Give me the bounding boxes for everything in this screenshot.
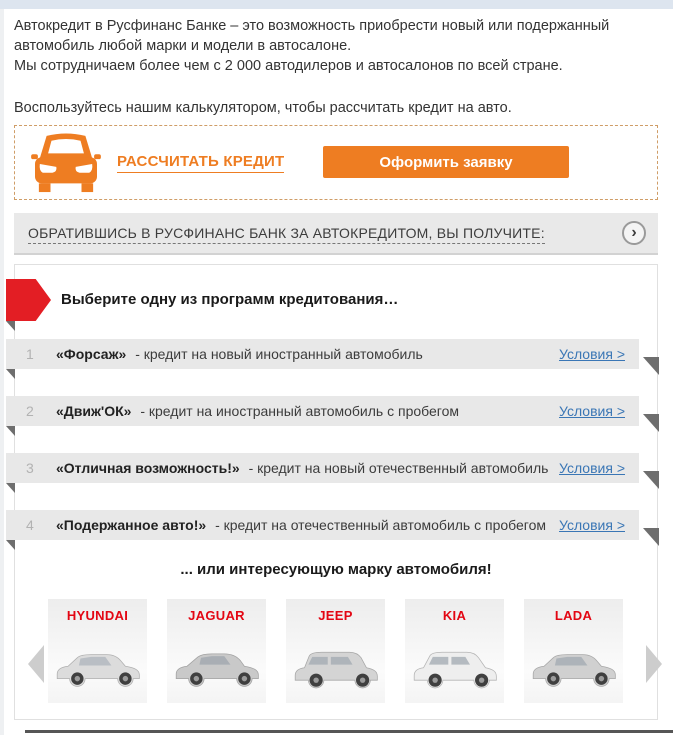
page-top-bar bbox=[0, 0, 673, 9]
brands-heading: ... или интересующую марку автомобиля! bbox=[180, 561, 492, 578]
program-description: - кредит на иностранный автомобиль с пробегом bbox=[140, 403, 460, 419]
ribbon-fold bbox=[6, 321, 15, 331]
program-terms-link[interactable]: Условия > bbox=[559, 403, 625, 419]
brand-label: HYUNDAI bbox=[66, 608, 129, 623]
credit-calculator-box bbox=[14, 125, 658, 200]
program-description: - кредит на новый отечественный автомобиль bbox=[248, 460, 549, 476]
program-name: «Отличная возможность!» bbox=[56, 460, 240, 476]
program-name: «Движ'ОК» bbox=[56, 403, 132, 419]
program-row-dvizhok bbox=[6, 396, 639, 426]
program-number: 1 bbox=[26, 346, 34, 362]
program-number: 3 bbox=[26, 460, 34, 476]
benefits-bar[interactable] bbox=[14, 213, 658, 255]
chevron-right-circle-icon[interactable]: › bbox=[622, 221, 646, 245]
chevron-right-icon[interactable] bbox=[646, 645, 662, 683]
program-number: 2 bbox=[26, 403, 34, 419]
red-arrow-icon bbox=[6, 279, 51, 321]
brand-card-hyundai[interactable] bbox=[48, 599, 147, 703]
intro-text-block bbox=[14, 16, 662, 118]
programs-heading: Выберите одну из программ кредитования… bbox=[61, 291, 399, 308]
program-description: - кредит на отечественный автомобиль с пробегом bbox=[215, 517, 547, 533]
page-left-gutter bbox=[0, 0, 4, 735]
brand-label: JEEP bbox=[318, 608, 353, 623]
ribbon-fold bbox=[643, 528, 659, 546]
program-number: 4 bbox=[26, 517, 34, 533]
car-photo-sedan bbox=[527, 639, 620, 695]
program-row-forsazh bbox=[6, 339, 639, 369]
brand-label: LADA bbox=[554, 608, 593, 623]
program-description: - кредит на новый иностранный автомобиль bbox=[135, 346, 423, 362]
intro-paragraph-1: Автокредит в Русфинанс Банке – это возможность приобрести новый или подержанный автомобиль любой марки и модели в автосалоне. bbox=[14, 18, 610, 54]
ribbon-fold bbox=[6, 483, 15, 493]
calculate-credit-link[interactable]: РАССЧИТАТЬ КРЕДИТ bbox=[117, 153, 284, 173]
program-row-otlichnaya bbox=[6, 453, 639, 483]
brand-label: JAGUAR bbox=[188, 608, 245, 623]
program-terms-link[interactable]: Условия > bbox=[559, 460, 625, 476]
program-terms-link[interactable]: Условия > bbox=[559, 517, 625, 533]
program-name: «Форсаж» bbox=[56, 346, 127, 362]
ribbon-fold bbox=[643, 471, 659, 489]
footer-divider bbox=[25, 730, 673, 733]
car-photo-suv bbox=[408, 639, 501, 695]
program-row-poderzhannoe bbox=[6, 510, 639, 540]
brand-card-jeep[interactable] bbox=[286, 599, 385, 703]
car-photo-sedan bbox=[51, 639, 144, 695]
credit-programs-panel bbox=[14, 264, 658, 720]
benefits-bar-label: ОБРАТИВШИСЬ В РУСФИНАНС БАНК ЗА АВТОКРЕДИТОМ, ВЫ ПОЛУЧИТЕ: bbox=[28, 225, 545, 244]
chevron-left-icon[interactable] bbox=[28, 645, 44, 683]
ribbon-fold bbox=[6, 426, 15, 436]
program-name: «Подержанное авто!» bbox=[56, 517, 207, 533]
brand-card-kia[interactable] bbox=[405, 599, 504, 703]
intro-paragraph-3: Воспользуйтесь нашим калькулятором, чтобы рассчитать кредит на авто. bbox=[14, 100, 512, 116]
ribbon-fold bbox=[6, 540, 15, 550]
car-photo-suv bbox=[289, 639, 382, 695]
brand-card-lada[interactable] bbox=[524, 599, 623, 703]
ribbon-fold bbox=[643, 357, 659, 375]
brand-card-jaguar[interactable] bbox=[167, 599, 266, 703]
car-front-icon bbox=[31, 132, 101, 194]
brand-label: KIA bbox=[442, 608, 467, 623]
program-terms-link[interactable]: Условия > bbox=[559, 346, 625, 362]
intro-paragraph-2: Мы сотрудничаем более чем с 2 000 автодилеров и автосалонов по всей стране. bbox=[14, 58, 563, 74]
ribbon-fold bbox=[6, 369, 15, 379]
ribbon-fold bbox=[643, 414, 659, 432]
submit-application-button[interactable]: Оформить заявку bbox=[323, 146, 569, 178]
car-photo-sedan bbox=[170, 639, 263, 695]
